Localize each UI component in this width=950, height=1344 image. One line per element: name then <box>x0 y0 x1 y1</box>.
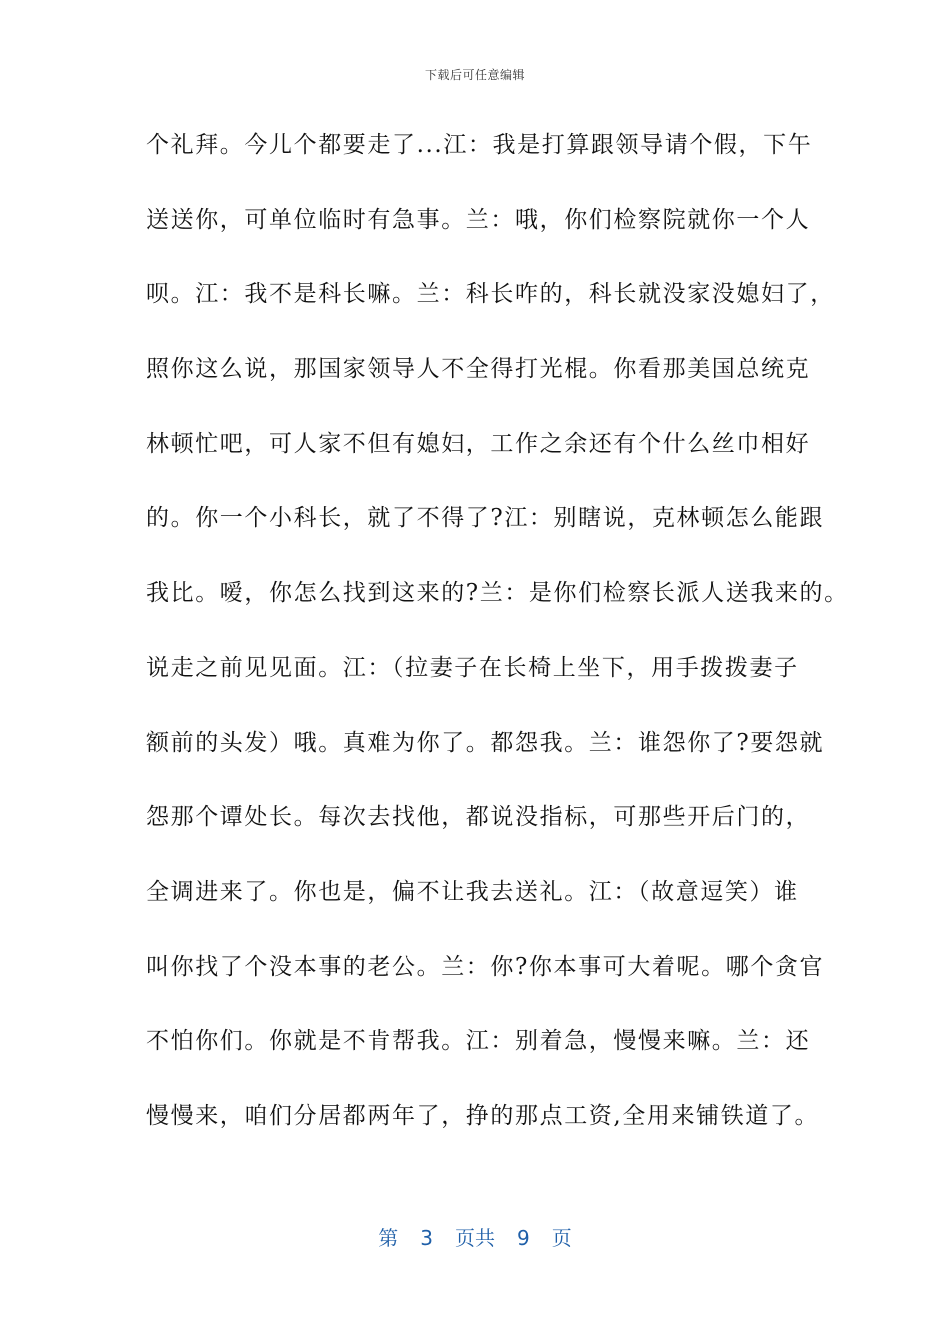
text-line: 叫你找了个没本事的老公。兰：你?你本事可大着呢。哪个贪官 <box>146 953 825 980</box>
text-line: 送送你，可单位临时有急事。兰：哦，你们检察院就你一个人 <box>146 206 811 233</box>
document-body <box>146 122 849 1168</box>
total-pages-number: 9 <box>517 1226 530 1250</box>
text-line: 怨那个谭处长。每次去找他，都说没指标，可那些开后门的， <box>146 804 811 831</box>
text-line: 的。你一个小科长，就了不得了?江：别瞎说，克林顿怎么能跟 <box>146 505 825 532</box>
page-header: 下载后可任意编辑 <box>424 68 525 82</box>
footer-middle: 页共 <box>455 1226 495 1250</box>
text-line: 不怕你们。你就是不肯帮我。江：别着急，慢慢来嘛。兰：还 <box>146 1028 811 1055</box>
text-line: 额前的头发）哦。真难为你了。都怨我。兰：谁怨你了?要怨就 <box>146 729 825 756</box>
current-page-number: 3 <box>420 1226 433 1250</box>
text-line: 照你这么说，那国家领导人不全得打光棍。你看那美国总统克 <box>146 356 811 383</box>
text-line: 慢慢来，咱们分居都两年了，挣的那点工资,全用来铺铁道了。 <box>146 1102 820 1129</box>
page-footer <box>0 1222 950 1251</box>
text-line: 个礼拜。今儿个都要走了...江：我是打算跟领导请个假，下午 <box>146 132 813 158</box>
text-line: 全调进来了。你也是，偏不让我去送礼。江：（故意逗笑）谁 <box>146 878 799 905</box>
text-line: 林顿忙吧，可人家不但有媳妇，工作之余还有个什么丝巾相好 <box>146 430 811 457</box>
text-line: 说走之前见见面。江：（拉妻子在长椅上坐下，用手拨拨妻子 <box>146 654 799 681</box>
footer-prefix: 第 <box>378 1226 399 1250</box>
text-line: 我比。嗳，你怎么找到这来的?兰：是你们检察长派人送我来的。 <box>146 580 849 607</box>
footer-suffix: 页 <box>551 1226 572 1250</box>
text-line: 呗。江：我不是科长嘛。兰：科长咋的，科长就没家没媳妇了， <box>146 281 835 308</box>
